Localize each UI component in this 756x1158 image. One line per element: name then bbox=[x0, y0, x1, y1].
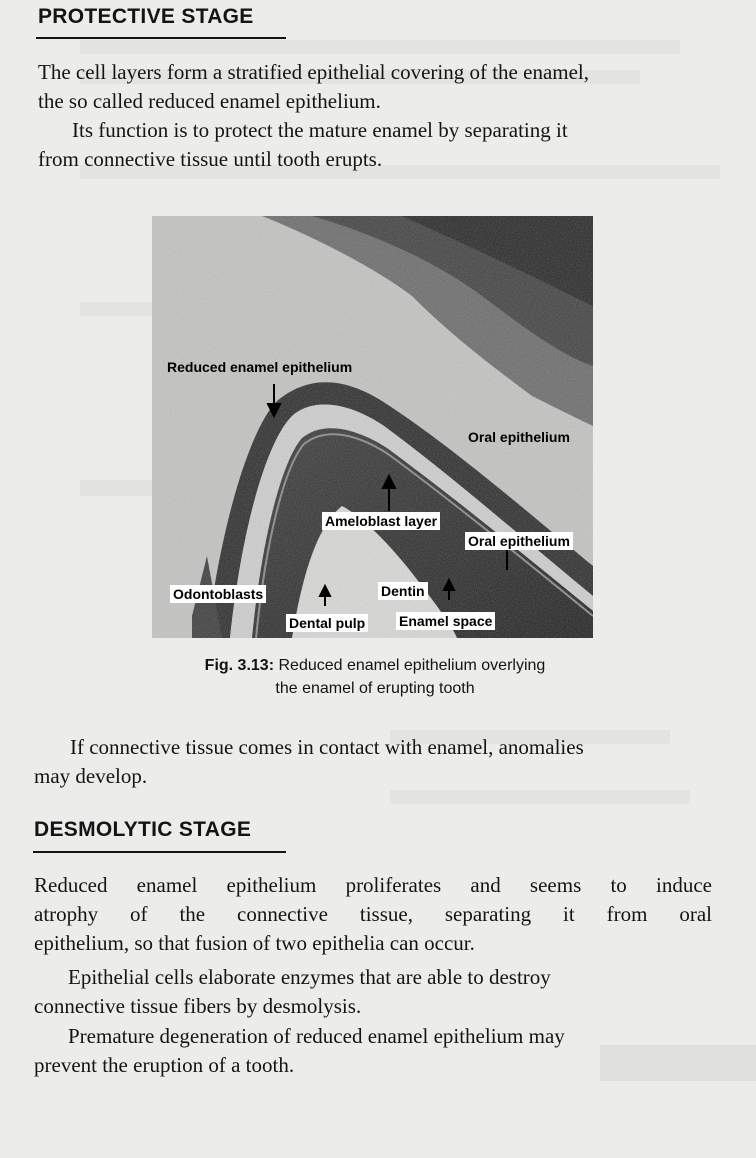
caption-line-2: the enamel of erupting tooth bbox=[275, 680, 475, 697]
figure-number: Fig. 3.13: bbox=[204, 657, 275, 674]
figure-micrograph bbox=[152, 216, 593, 638]
text-line: from connective tissue until tooth erupts. bbox=[38, 147, 383, 171]
caption-text: Reduced enamel epithelium overlying bbox=[278, 657, 546, 674]
section-heading-protective-stage: PROTECTIVE STAGE bbox=[38, 5, 254, 28]
label-odontoblasts: Odontoblasts bbox=[170, 585, 266, 603]
label-dentin: Dentin bbox=[378, 582, 428, 600]
paragraph-premature-degeneration bbox=[34, 1022, 712, 1080]
text-line: prevent the eruption of a tooth. bbox=[34, 1053, 295, 1077]
text-line: Epithelial cells elaborate enzymes that are able to destroy bbox=[68, 965, 551, 989]
label-oral-epithelium-top: Oral epithelium bbox=[468, 429, 570, 445]
section-heading-desmolytic-stage: DESMOLYTIC STAGE bbox=[34, 818, 252, 841]
micrograph-image bbox=[152, 216, 593, 638]
text-line: Its function is to protect the mature enamel by separating it bbox=[72, 118, 568, 142]
text-line: Reduced enamel epithelium proliferates and seems to induce bbox=[34, 873, 712, 897]
text-line: the so called reduced enamel epithelium. bbox=[38, 89, 381, 113]
heading-underline bbox=[36, 37, 286, 39]
figure-caption bbox=[140, 654, 610, 700]
text-line: connective tissue fibers by desmolysis. bbox=[34, 994, 362, 1018]
text-line: The cell layers form a stratified epithelial covering of the enamel, bbox=[38, 60, 590, 84]
label-dental-pulp: Dental pulp bbox=[286, 614, 368, 632]
paragraph-anomalies bbox=[34, 733, 584, 791]
paragraph-protective-function bbox=[38, 116, 714, 174]
text-line: atrophy of the connective tissue, separating it from oral bbox=[34, 902, 712, 926]
paragraph-reduced-enamel-intro bbox=[38, 58, 589, 116]
text-line: epithelium, so that fusion of two epithelia can occur. bbox=[34, 931, 475, 955]
text-line: If connective tissue comes in contact with enamel, anomalies bbox=[70, 735, 584, 759]
text-line: may develop. bbox=[34, 764, 148, 788]
label-reduced-enamel-epithelium: Reduced enamel epithelium bbox=[167, 359, 353, 375]
label-oral-epithelium-right: Oral epithelium bbox=[465, 532, 573, 550]
label-enamel-space: Enamel space bbox=[396, 612, 495, 630]
label-ameloblast-layer: Ameloblast layer bbox=[322, 512, 440, 530]
paragraph-proliferation bbox=[34, 871, 712, 958]
text-line: Premature degeneration of reduced enamel epithelium may bbox=[68, 1024, 565, 1048]
heading-underline bbox=[33, 851, 286, 853]
caption-line-1 bbox=[140, 654, 610, 677]
paragraph-enzymes bbox=[34, 963, 712, 1021]
